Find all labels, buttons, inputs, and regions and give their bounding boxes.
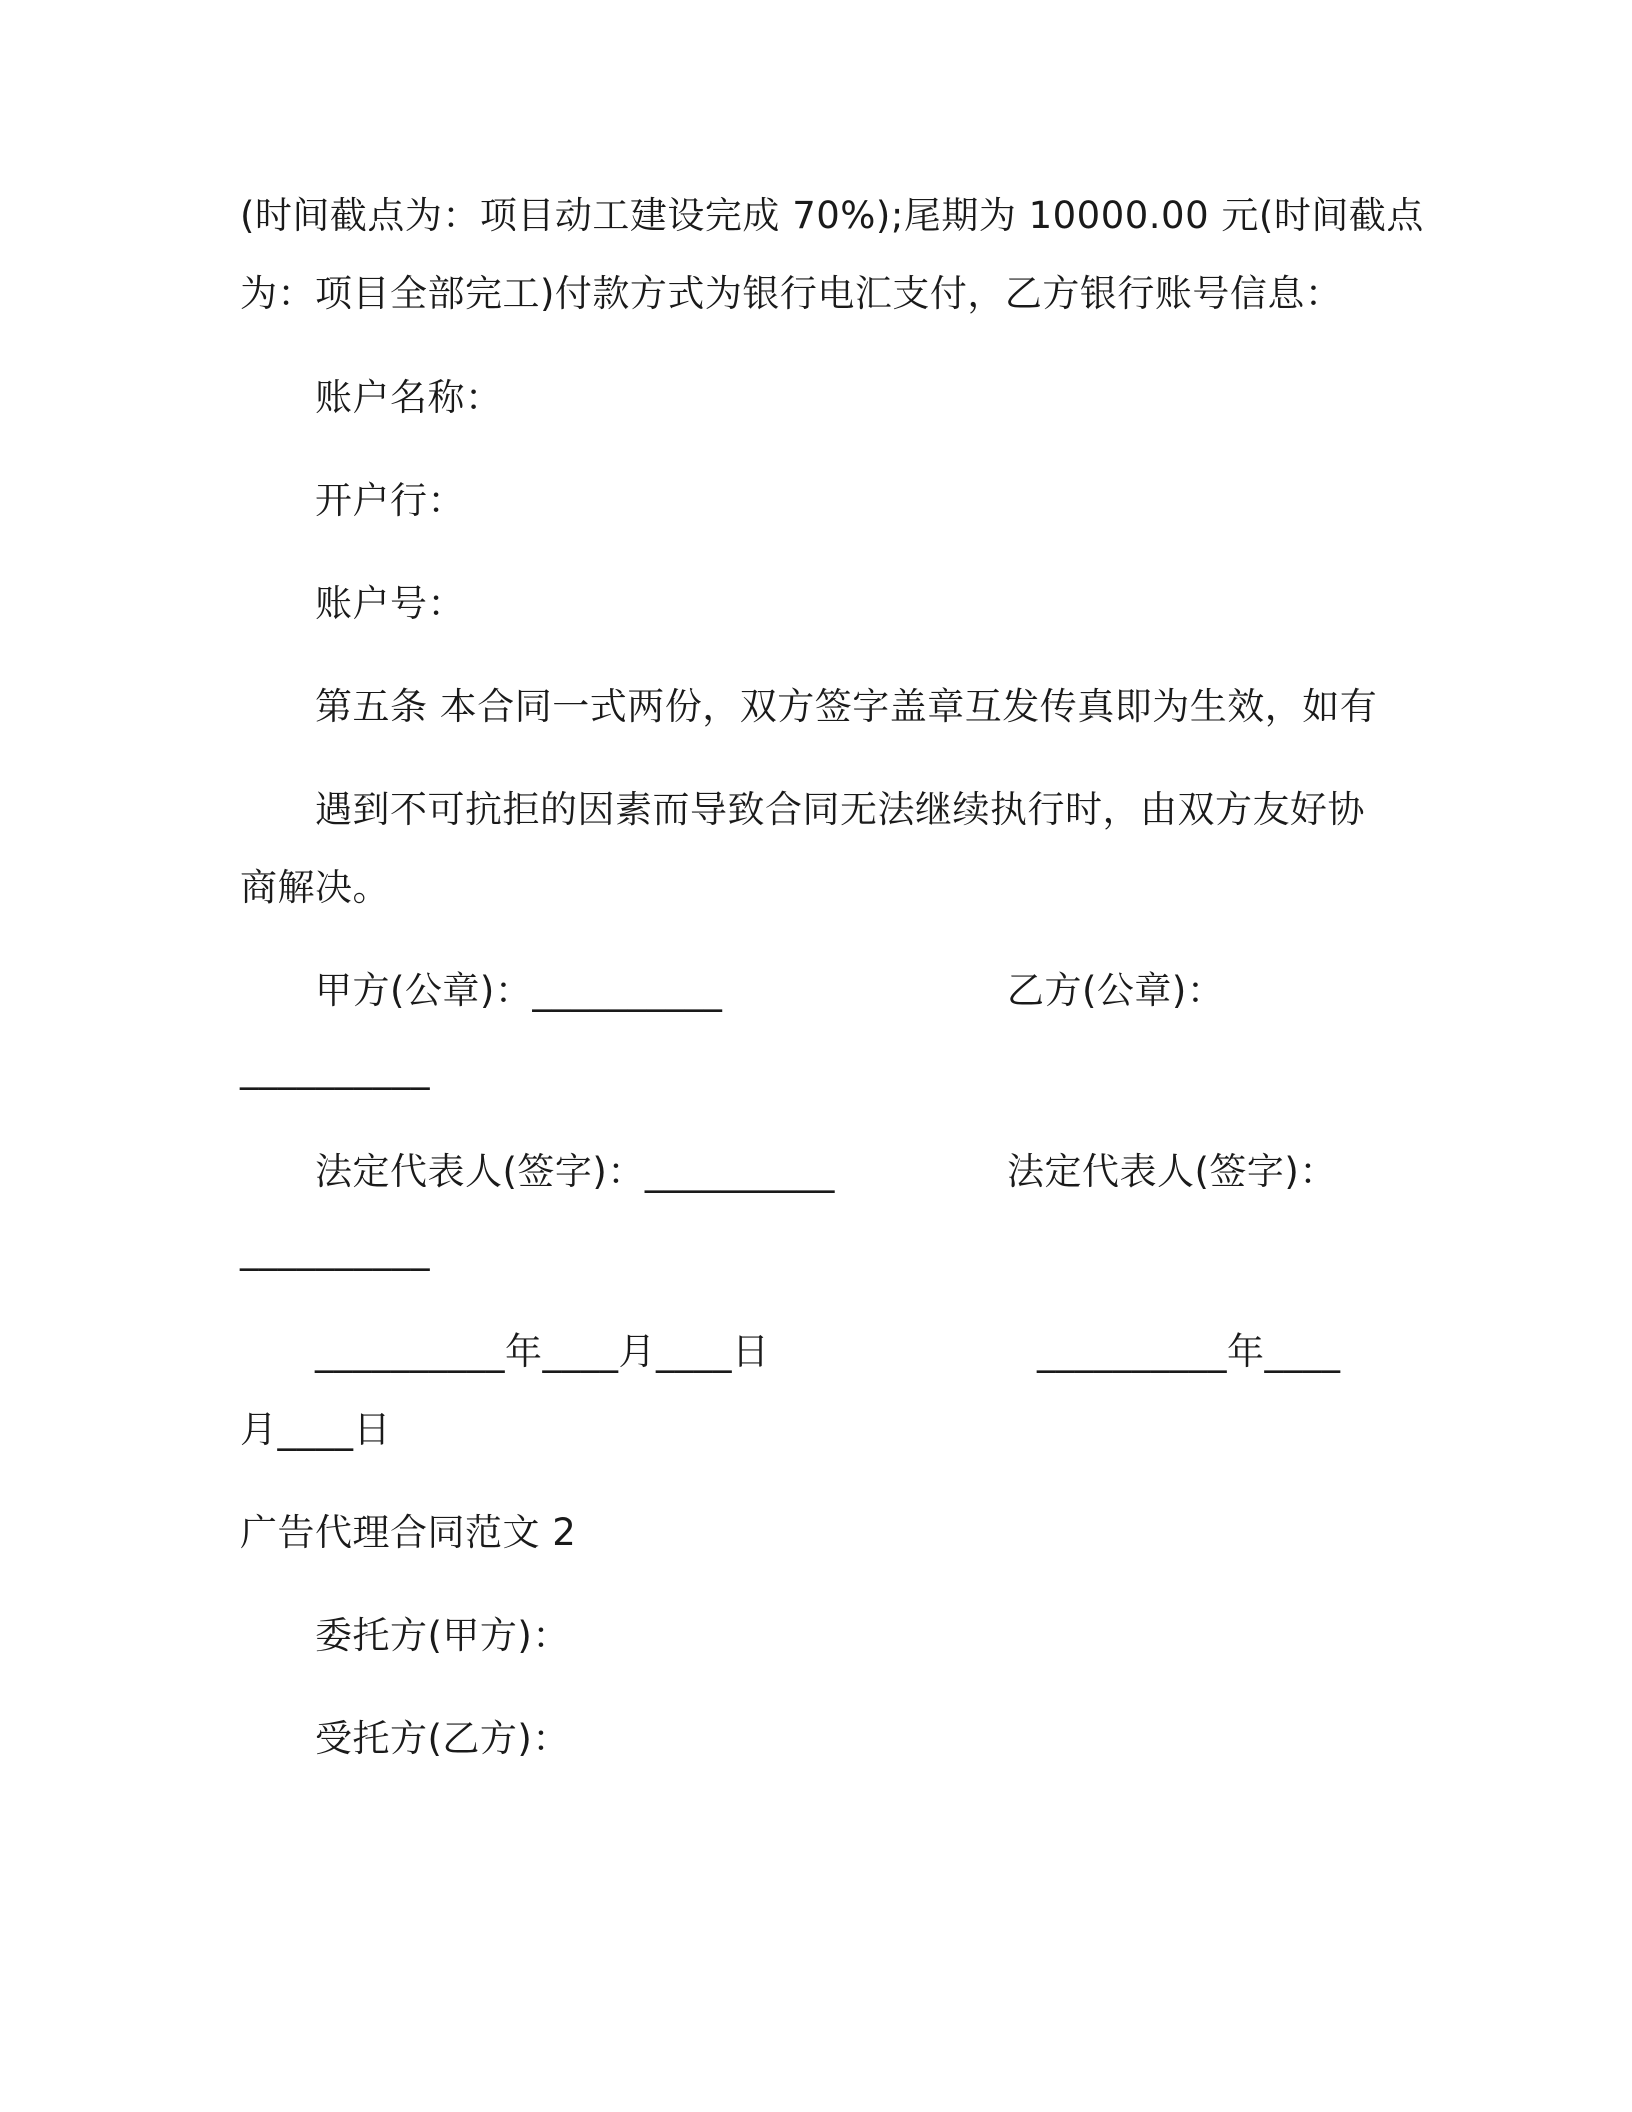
party-b-seal-label: 乙方(公章)：: [1007, 969, 1225, 1012]
payment-terms-line-2: 为：项目全部完工)付款方式为银行电汇支付，乙方银行账号信息：: [240, 272, 1343, 315]
section-title: 广告代理合同范文 2: [240, 1511, 577, 1554]
party-a-date-field: __________年____月____日: [315, 1330, 770, 1373]
article-5-line-1: 第五条 本合同一式两份，双方签字盖章互发传真即为生效，如有: [315, 685, 1378, 728]
payment-terms-line-1: (时间截点为：项目动工建设完成 70%);尾期为 10000.00 元(时间截点: [240, 194, 1424, 237]
party-a-seal-field: 甲方(公章)：__________: [315, 969, 723, 1012]
client-party-a-label: 委托方(甲方)：: [315, 1614, 570, 1657]
party-a-representative-field: 法定代表人(签字)：__________: [315, 1150, 835, 1193]
party-b-date-continued: 月____日: [240, 1408, 391, 1451]
article-5-line-2: 遇到不可抗拒的因素而导致合同无法继续执行时，由双方友好协: [315, 788, 1365, 831]
article-5-line-3: 商解决。: [240, 866, 390, 909]
agent-party-b-label: 受托方(乙方)：: [315, 1717, 570, 1760]
party-b-date-field: __________年____: [1037, 1330, 1341, 1373]
party-b-seal-blank: __________: [240, 1047, 430, 1090]
account-number-label: 账户号：: [315, 582, 465, 625]
party-b-representative-label: 法定代表人(签字)：: [1007, 1150, 1337, 1193]
party-b-representative-blank: __________: [240, 1228, 430, 1271]
account-name-label: 账户名称：: [315, 376, 503, 419]
bank-label: 开户行：: [315, 479, 465, 522]
